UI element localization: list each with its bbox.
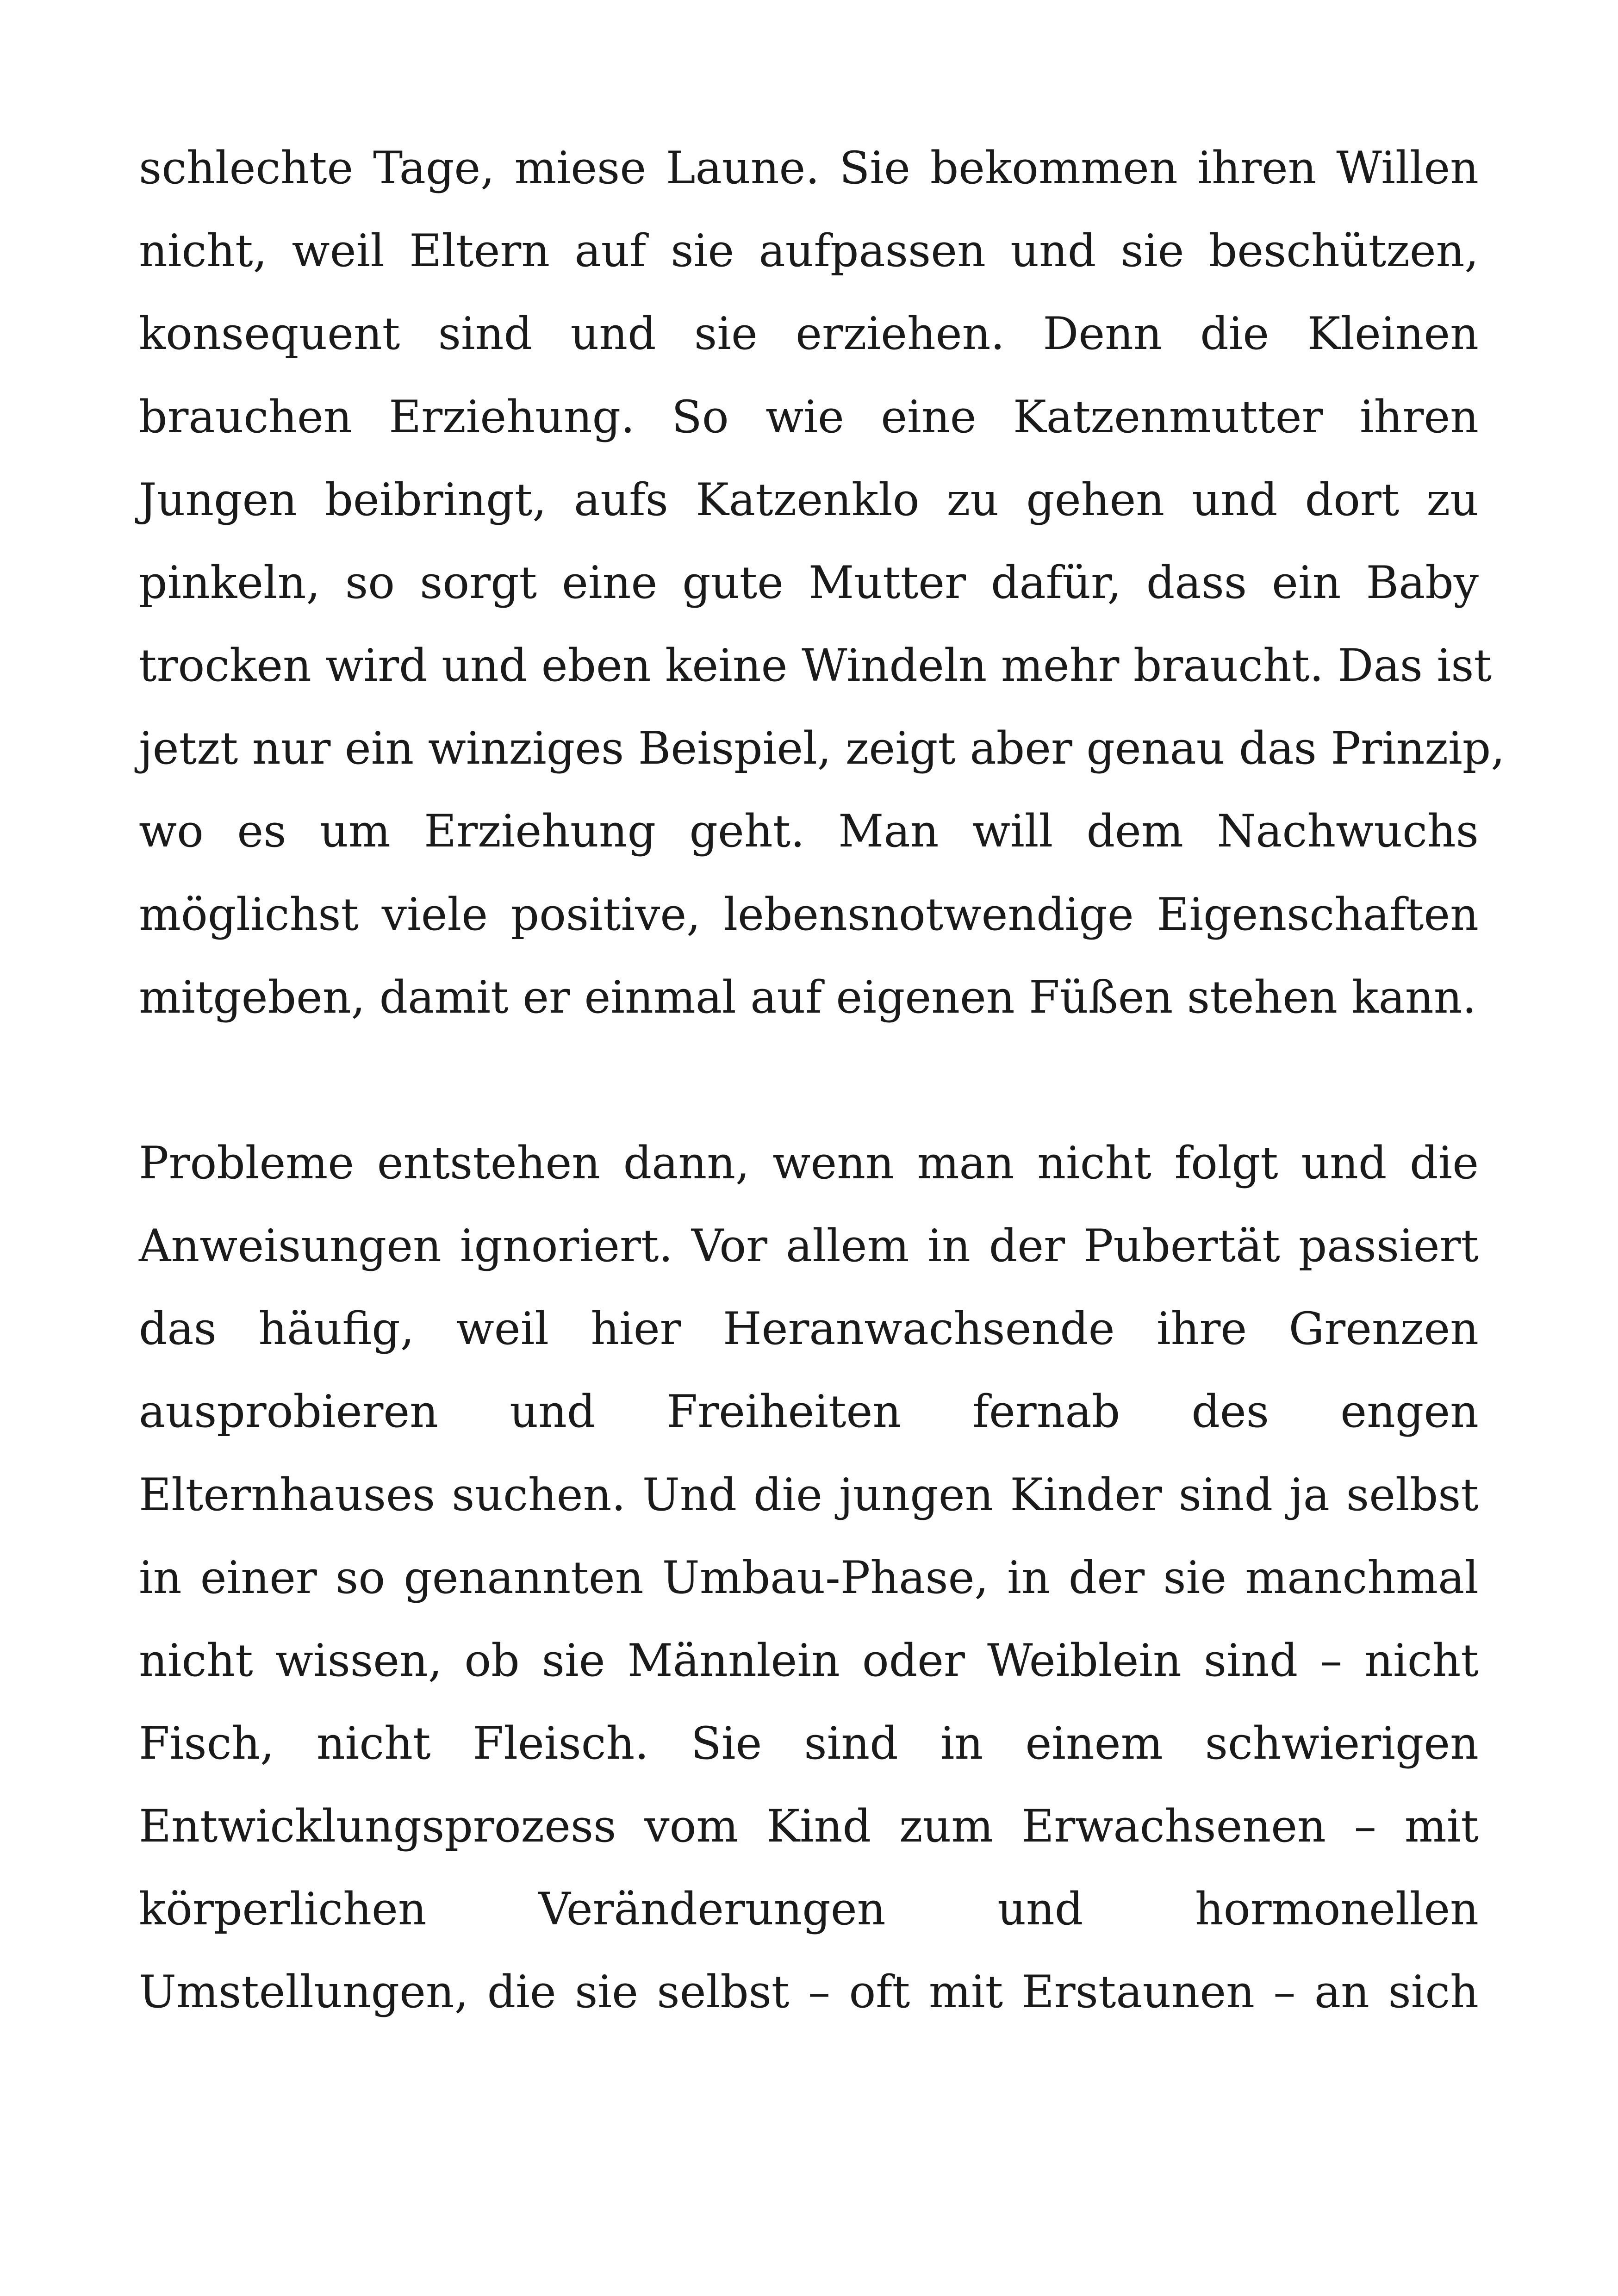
text-line: körperlichen Veränderungen und hormonellen: [139, 1883, 1479, 1935]
text-line: jetzt nur ein winziges Beispiel, zeigt aber genau das Prinzip,: [139, 722, 1505, 774]
text-line: wo es um Erziehung geht. Man will dem Nachwuchs: [139, 805, 1479, 857]
text-line: Jungen beibringt, aufs Katzenklo zu gehen und dort zu: [139, 474, 1479, 526]
text-line: pinkeln, so sorgt eine gute Mutter dafür, dass ein Baby: [139, 557, 1479, 609]
text-line: mitgeben, damit er einmal auf eigenen Füßen stehen kann.: [139, 971, 1477, 1023]
text-line: das häufig, weil hier Heranwachsende ihre Grenzen: [139, 1303, 1479, 1355]
text-line: nicht wissen, ob sie Männlein oder Weiblein sind – nicht: [139, 1635, 1479, 1686]
text-line: Probleme entstehen dann, wenn man nicht folgt und die: [139, 1137, 1479, 1189]
text-line: Umstellungen, die sie selbst – oft mit Erstaunen – an sich: [139, 1966, 1479, 2018]
text-line: in einer so genannten Umbau-Phase, in der sie manchmal: [139, 1552, 1479, 1604]
text-line: Fisch, nicht Fleisch. Sie sind in einem schwierigen: [139, 1717, 1479, 1769]
text-line: Elternhauses suchen. Und die jungen Kinder sind ja selbst: [139, 1469, 1479, 1521]
text-line: ausprobieren und Freiheiten fernab des engen: [139, 1386, 1479, 1437]
text-line: möglichst viele positive, lebensnotwendige Eigenschaften: [139, 889, 1479, 940]
text-line: nicht, weil Eltern auf sie aufpassen und sie beschützen,: [139, 225, 1479, 277]
text-line: schlechte Tage, miese Laune. Sie bekommen ihren Willen: [139, 142, 1479, 194]
text-line: trocken wird und eben keine Windeln mehr braucht. Das ist: [139, 640, 1492, 691]
text-line: Entwicklungsprozess vom Kind zum Erwachsenen – mit: [139, 1800, 1479, 1852]
text-line: konsequent sind und sie erziehen. Denn die Kleinen: [139, 308, 1479, 360]
text-line: brauchen Erziehung. So wie eine Katzenmutter ihren: [139, 391, 1479, 443]
text-line: Anweisungen ignoriert. Vor allem in der Pubertät passiert: [139, 1220, 1479, 1272]
